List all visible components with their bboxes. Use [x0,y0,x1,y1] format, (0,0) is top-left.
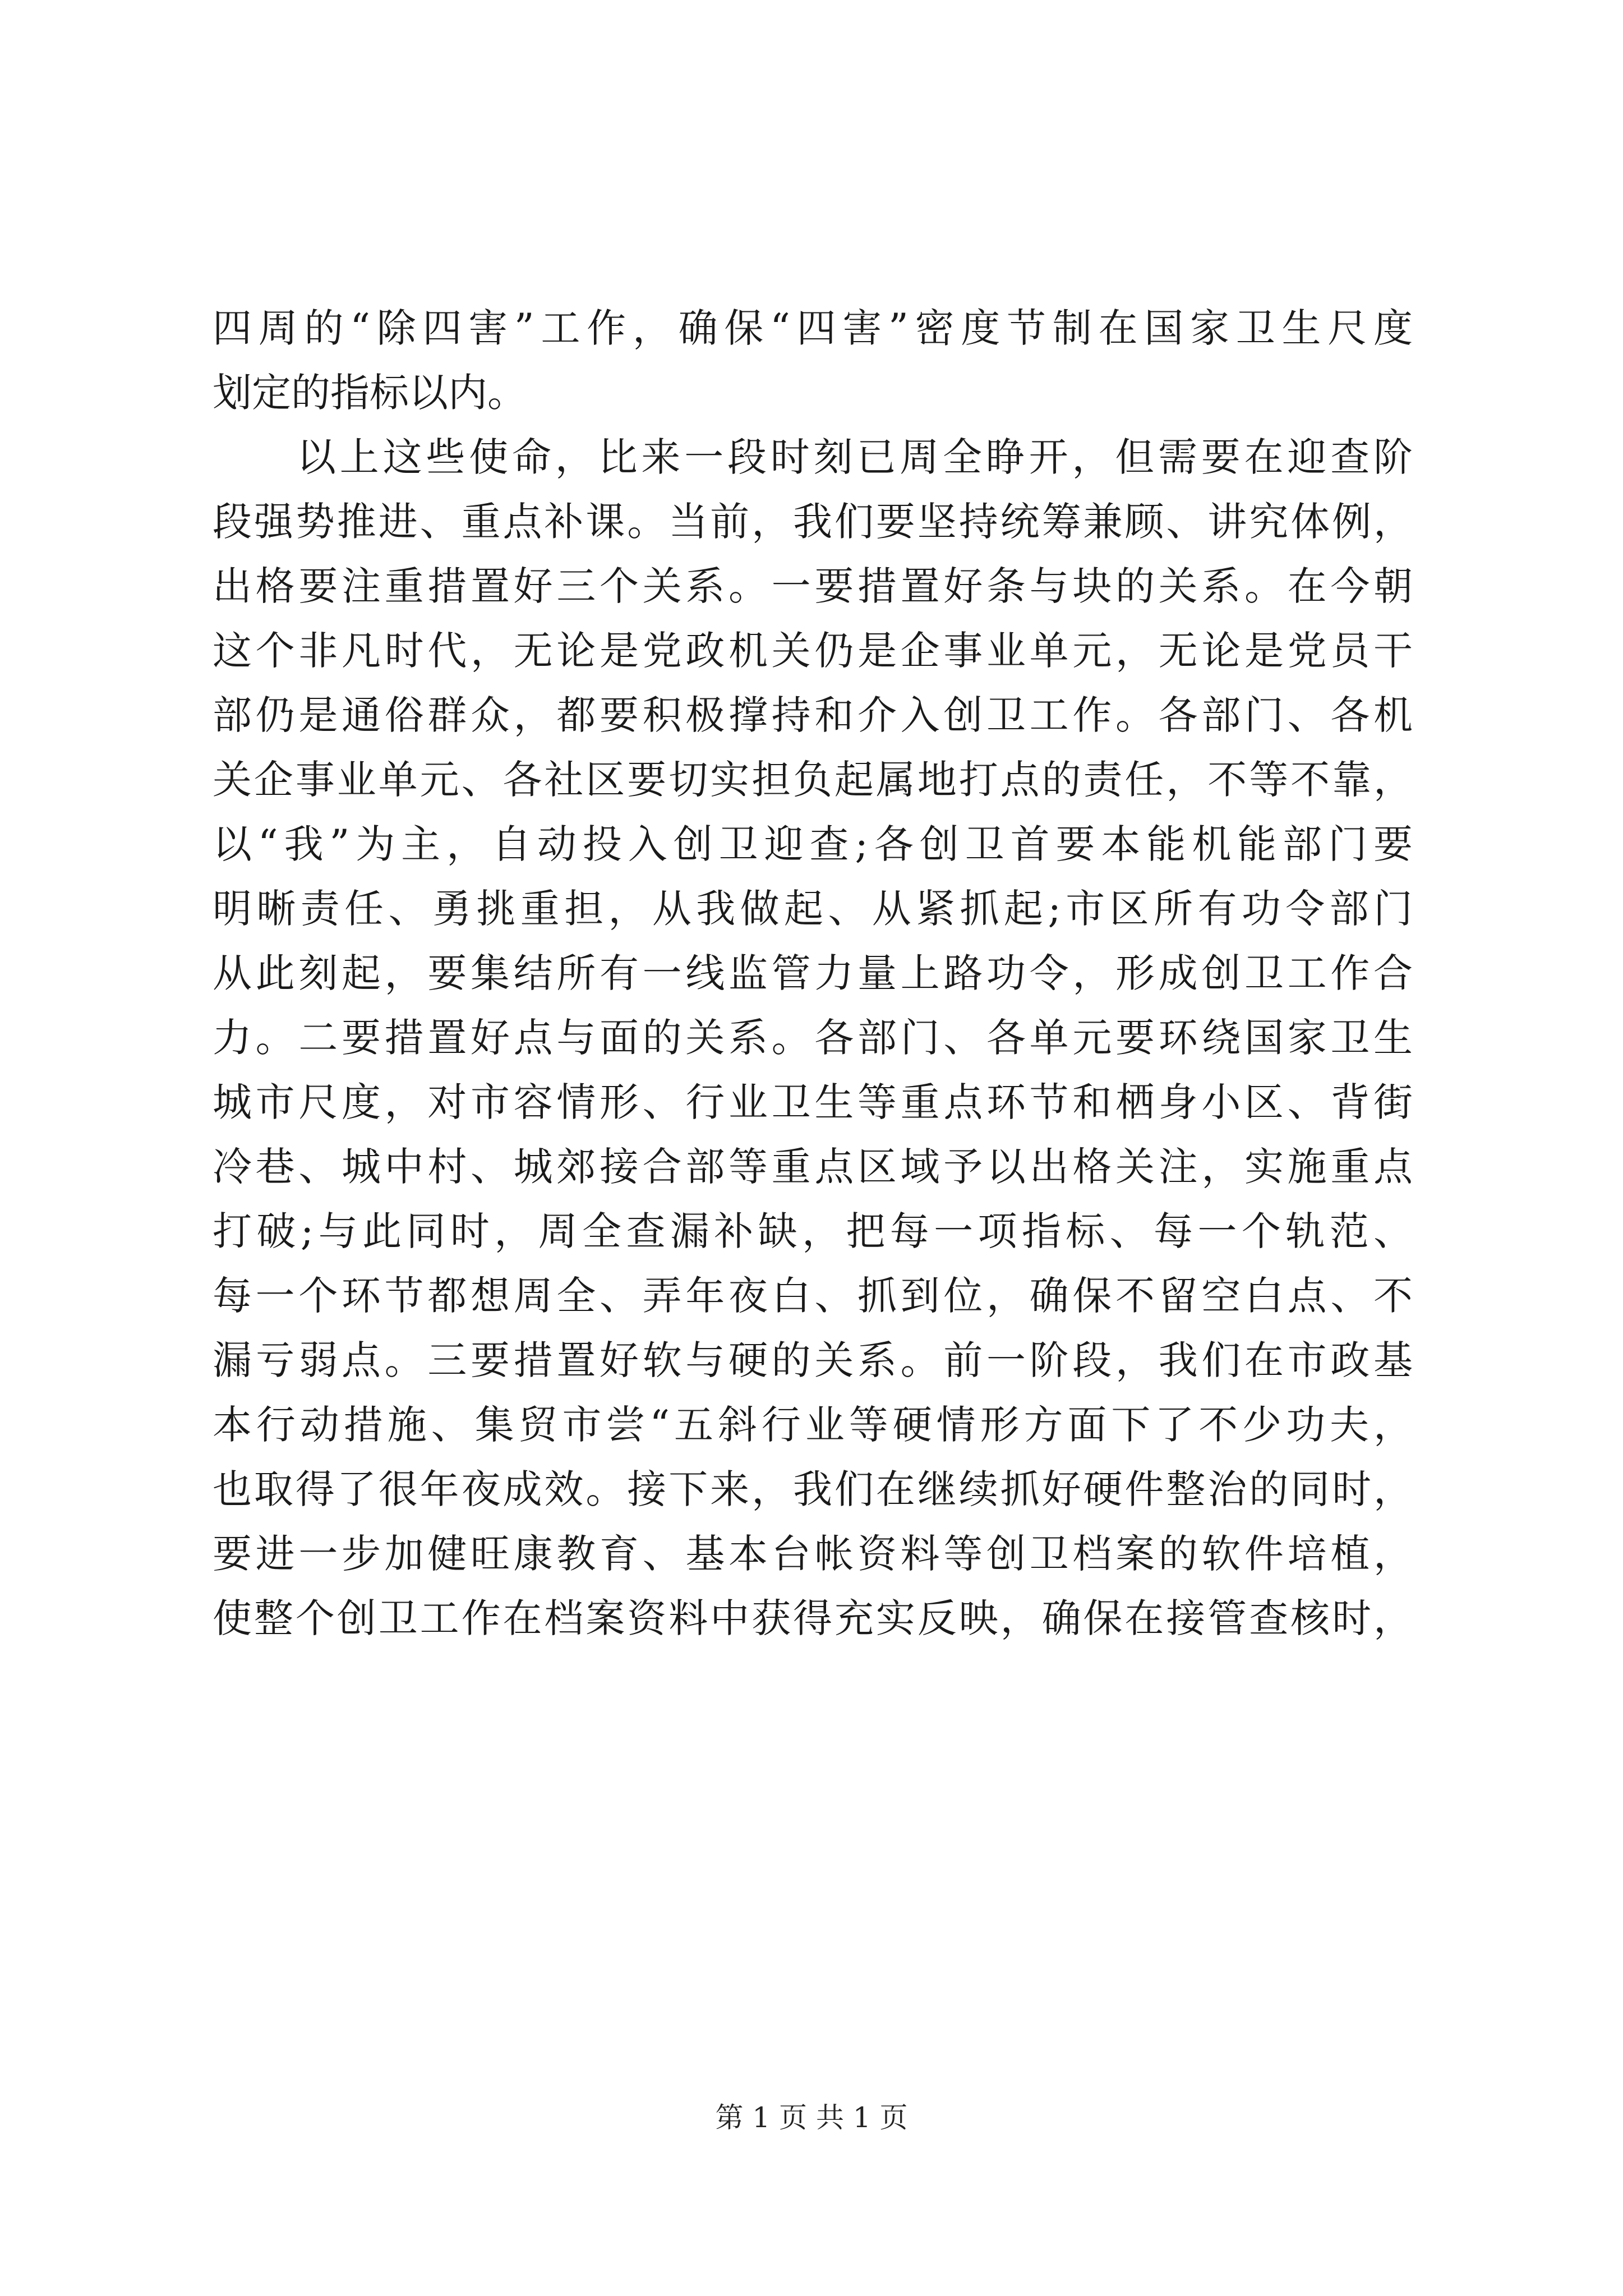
text-line: 关企事业单元、各社区要切实担负起属地打点的责任，不等不靠， [213,757,1413,803]
text-line: 使整个创卫工作在档案资料中获得充实反映，确保在接管查核时， [213,1595,1413,1641]
text-line: 漏亏弱点。三要措置好软与硬的关系。前一阶段，我们在市政基 [213,1337,1413,1383]
text-line: 明晰责任、勇挑重担，从我做起、从紧抓起;市区所有功令部门 [213,886,1413,932]
text-line: 本行动措施、集贸市尝“五斜行业等硬情形方面下了不少功夫， [213,1402,1413,1448]
text-line: 冷巷、城中村、城郊接合部等重点区域予以出格关注，实施重点 [213,1144,1413,1190]
page-number-footer: 第 1 页 共 1 页 [715,2101,908,2134]
text-line: 也取得了很年夜成效。接下来，我们在继续抓好硬件整治的同时， [213,1466,1413,1512]
text-line: 四周的“除四害”工作，确保“四害”密度节制在国家卫生尺度 [213,305,1413,351]
text-line: 打破;与此同时，周全查漏补缺，把每一项指标、每一个轨范、 [213,1208,1413,1254]
text-line: 部仍是通俗群众，都要积极撑持和介入创卫工作。各部门、各机 [213,692,1413,738]
text-line: 力。二要措置好点与面的关系。各部门、各单元要环绕国家卫生 [213,1015,1413,1061]
text-line: 以“我”为主，自动投入创卫迎查;各创卫首要本能机能部门要 [213,821,1413,867]
text-line: 要进一步加健旺康教育、基本台帐资料等创卫档案的软件培植， [213,1531,1413,1577]
text-line: 划定的指标以内。 [213,370,527,416]
text-line: 从此刻起，要集结所有一线监管力量上路功令，形成创卫工作合 [213,950,1413,996]
text-line: 每一个环节都想周全、弄年夜白、抓到位，确保不留空白点、不 [213,1273,1413,1319]
text-line: 以上这些使命，比来一段时刻已周全睁开，但需要在迎查阶 [297,434,1413,480]
text-line: 这个非凡时代，无论是党政机关仍是企事业单元，无论是党员干 [213,628,1413,674]
text-line: 出格要注重措置好三个关系。一要措置好条与块的关系。在今朝 [213,563,1413,609]
body-text [213,296,1413,1651]
text-line: 段强势推进、重点补课。当前，我们要坚持统筹兼顾、讲究体例， [213,499,1413,545]
text-line: 城市尺度，对市容情形、行业卫生等重点环节和栖身小区、背街 [213,1079,1413,1125]
